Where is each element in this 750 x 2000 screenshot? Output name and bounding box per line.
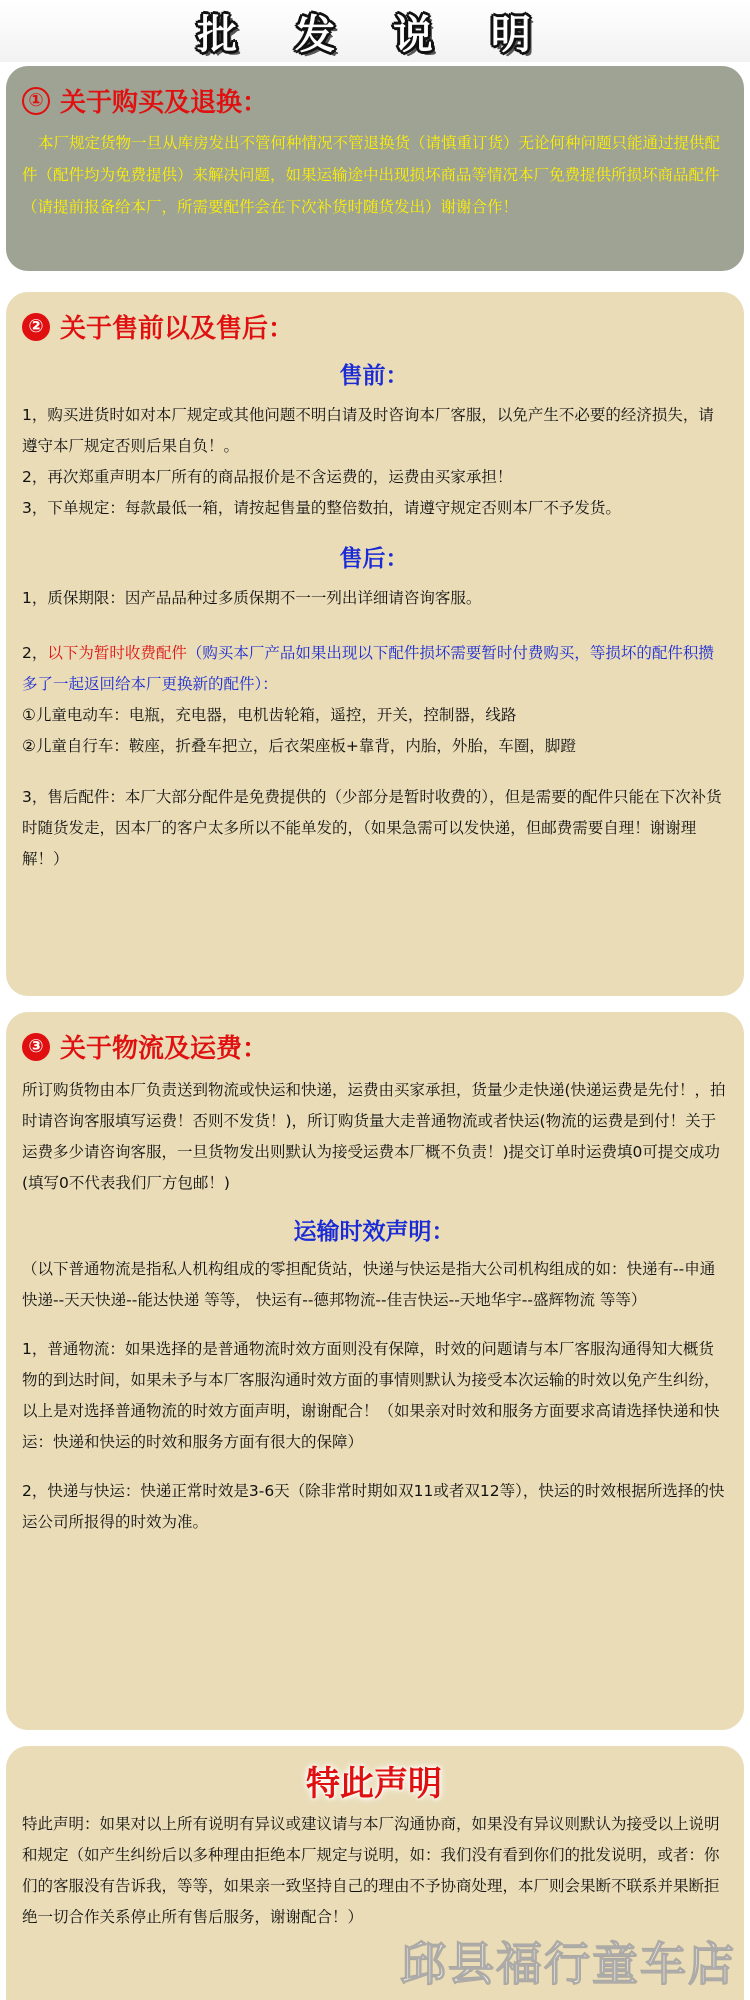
declaration-text-block	[22, 1809, 726, 1933]
section-logistics-title: 关于物流及运费：	[60, 1034, 269, 1064]
section-number-1: ①	[22, 87, 50, 115]
aftersale-paid-parts	[22, 638, 726, 700]
aftersale-parts-policy: 3，售后配件：本厂大部分配件是免费提供的（少部分是暂时收费的），但是需要的配件只能在下次补货时随货发走，因本厂的客户太多所以不能单发的，（如果急需可以发快递，但邮费需要自理！谢谢理解！）	[22, 788, 722, 868]
section-number-3: ③	[22, 1033, 50, 1061]
section-logistics	[6, 1012, 744, 1730]
aftersale-warranty: 1，质保期限：因产品品种过多质保期不一一列出详细请咨询客服。	[22, 589, 482, 607]
presale-item-2: 2，再次郑重声明本厂所有的商品报价是不含运费的，运费由买家承担！	[22, 468, 513, 486]
section-number-2: ②	[22, 313, 50, 341]
paid-parts-note: （购买本厂产品如果出现以下配件损坏需要暂时付费购买，等损坏的配件积攒多了一起返回给本厂更换新的配件）：	[22, 644, 714, 693]
section-pre-after-sale-title: 关于售前以及售后：	[60, 314, 295, 344]
section-pre-after-sale	[6, 292, 744, 996]
section-pre-after-sale-header	[22, 308, 726, 345]
logistics-text-block	[22, 1075, 726, 1199]
section-purchase-return-title: 关于购买及退换：	[60, 88, 269, 118]
presale-list	[22, 400, 726, 524]
aftersale-list	[22, 583, 726, 875]
timing-intro: （以下普通物流是指私人机构组成的零担配货站，快递与快运是指大公司机构组成的如：快递有--申通快递--天天快递--能达快递 等等， 快运有--德邦物流--佳吉快运--天地华宇--盛辉物流 等等）	[22, 1260, 716, 1309]
paid-parts-bike: ②儿童自行车：鞍座，折叠车把立，后衣架座板+靠背，内胎，外胎，车圈，脚蹬	[22, 737, 576, 755]
presale-item-1: 1，购买进货时如对本厂规定或其他问题不明白请及时咨询本厂客服，以免产生不必要的经济损失，请遵守本厂规定否则后果自负！。	[22, 406, 714, 455]
paid-parts-label: 以下为暂时收费配件	[47, 644, 187, 662]
paid-parts-prefix: 2，	[22, 644, 48, 662]
timing-list	[22, 1254, 726, 1538]
timing-item-1: 1，普通物流：如果选择的是普通物流时效方面则没有保障，时效的问题请与本厂客服沟通得知大概货物的到达时间，如果未予与本厂客服沟通时效方面的事情则默认为接受本次运输的时效以免产生纠纷，以上是对选择普通物流的时效方面声明，谢谢配合！（如果亲对时效和服务方面要求高请选择快递和快运：快递和快运的时效和服务方面有很大的保障）	[22, 1340, 720, 1451]
timing-item-2: 2，快递与快运：快递正常时效是3-6天（除非常时期如双11或者双12等），快运的时效根据所选择的快运公司所报得的时效为准。	[22, 1482, 725, 1531]
presale-item-3: 3，下单规定：每款最低一箱，请按起售量的整倍数拍，请遵守规定否则本厂不予发货。	[22, 499, 621, 517]
logistics-text: 所订购货物由本厂负责送到物流或快运和快递，运费由买家承担，货量少走快递(快递运费是先付！，拍时请咨询客服填写运费！否则不发货！)，所订购货量大走普通物流或者快运(物流的运费是到付！关于运费多少请咨询客服，一旦货物发出则默认为接受运费本厂概不负责！)提交订单时运费填0可提交成功(填写0不代表我们厂方包邮！)	[22, 1081, 726, 1192]
section-purchase-return-text: 本厂规定货物一旦从库房发出不管何种情况不管退换货（请慎重订货）无论何种问题只能通过提供配件（配件均为免费提供）来解决问题，如果运输途中出现损坏商品等情况本厂免费提供所损坏商品配件（请提前报备给本厂，所需要配件会在下次补货时随货发出）谢谢合作！	[22, 134, 721, 216]
page-title: 批 发 说 明	[197, 11, 553, 58]
timing-heading: 运输时效声明：	[293, 1219, 455, 1245]
paid-parts-ev: ①儿童电动车：电瓶，充电器，电机齿轮箱，遥控，开关，控制器，线路	[22, 706, 517, 724]
declaration-text: 特此声明：如果对以上所有说明有异议或建议请与本厂沟通协商，如果没有异议则默认为接受以上说明和规定（如产生纠纷后以多种理由拒绝本厂规定与说明，如：我们没有看到你们的批发说明，或者：你们的客服没有告诉我，等等，如果亲一致坚持自己的理由不予协商处理，本厂则会果断不联系并果断拒绝一切合作关系停止所有售后服务，谢谢配合！）	[22, 1815, 720, 1926]
declaration-title: 特此声明	[306, 1764, 442, 1804]
section-purchase-return	[6, 66, 744, 271]
section-logistics-header	[22, 1028, 726, 1065]
aftersale-heading: 售后：	[339, 546, 409, 572]
shop-watermark: 邱县福行童车店	[400, 1937, 736, 1991]
section-purchase-return-header	[22, 82, 726, 119]
presale-heading: 售前：	[339, 363, 409, 389]
page-title-bar	[0, 0, 750, 62]
